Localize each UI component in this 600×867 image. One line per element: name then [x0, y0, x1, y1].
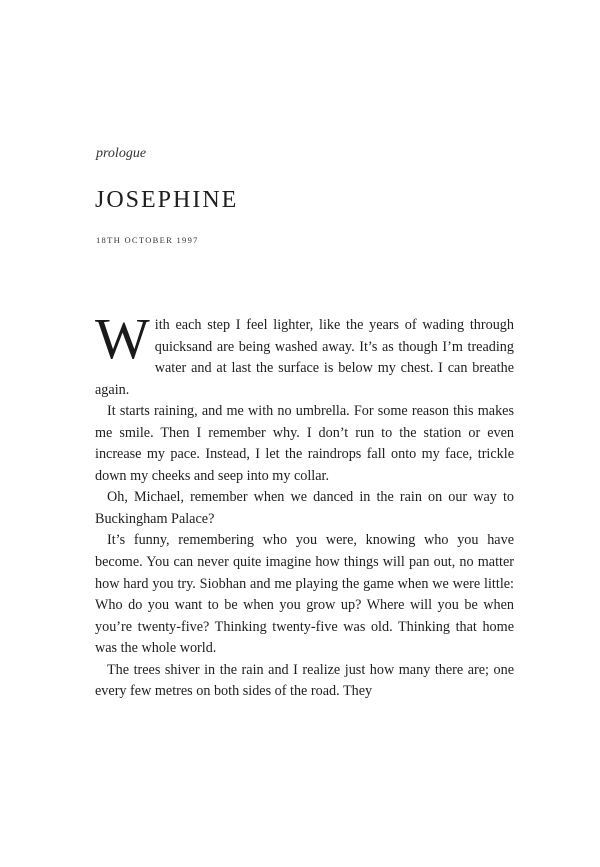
paragraph-3: Oh, Michael, remember when we danced in the rain on our way to Buckingham Palace?	[95, 489, 514, 527]
paragraph-1	[95, 306, 514, 401]
chapter-body	[95, 306, 514, 703]
chapter-title: JOSEPHINE	[95, 187, 239, 213]
chapter-date: 18TH OCTOBER 1997	[96, 235, 199, 245]
paragraph-1-text: ith each step I feel lighter, like the years of wading through quicksand are being washed away. It’s as though I’m treading water and at last the surface is below my chest. I can breathe again.	[95, 317, 514, 398]
paragraph-5: The trees shiver in the rain and I realize just how many there are; one every few metres on both sides of the road. They	[95, 661, 514, 700]
paragraph-4: It’s funny, remembering who you were, knowing who you have become. You can never quite imagine how things will pan out, no matter how hard you try. Siobhan and me playing the game when we were little: Who do you want to be when you grow up? Where will you be when you’re twenty-five? Thinking twenty-five was old. Thinking that home was the whole world.	[95, 532, 514, 657]
drop-cap: W	[95, 306, 150, 371]
part-label: prologue	[96, 146, 147, 161]
paragraph-2: It starts raining, and me with no umbrella. For some reason this makes me smile. Then I remember why. I don’t run to the station or even increase my pace. Instead, I let the raindrops fall onto my face, trickle down my cheeks and seep into my collar.	[95, 403, 514, 484]
